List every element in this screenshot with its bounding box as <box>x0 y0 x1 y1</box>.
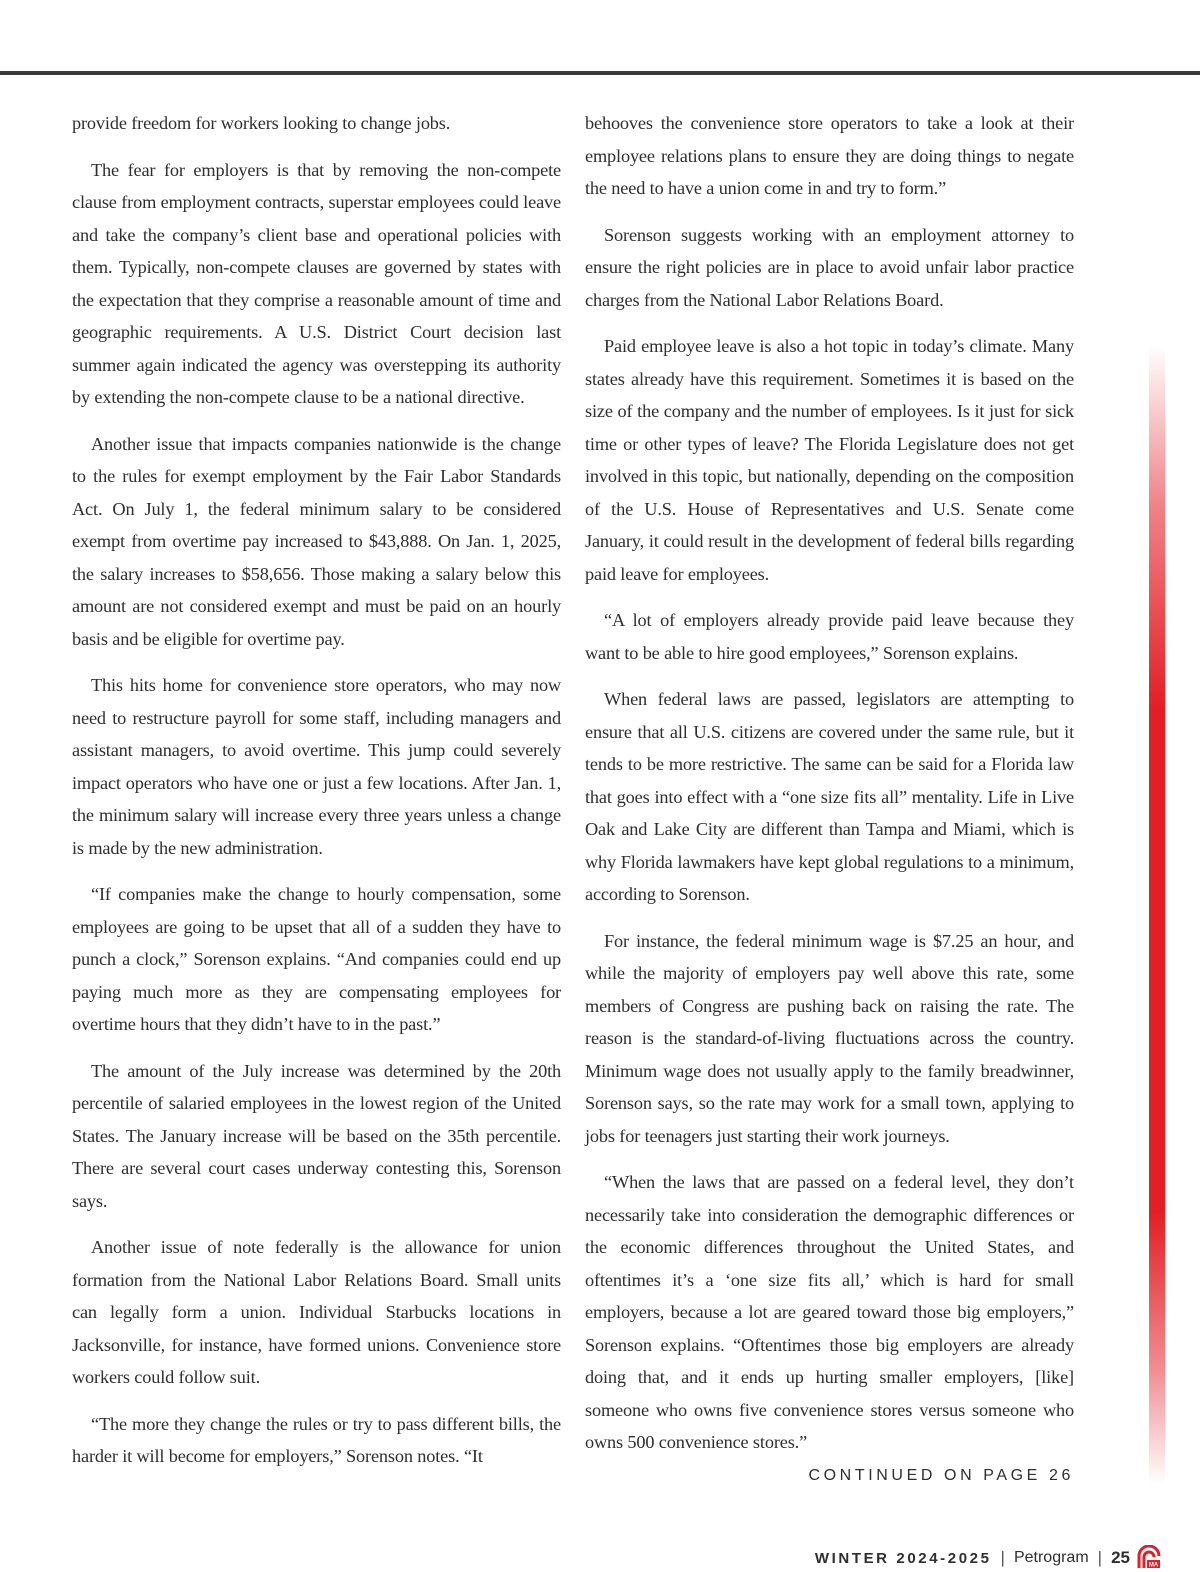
side-accent-bar <box>1149 345 1165 1485</box>
paragraph: Another issue that impacts companies nationwide is the change to the rules for exempt employment by the Fair Labor Standards Act. On July 1, the federal minimum salary to be considered exempt from overtime pay increased to $43,888. On Jan. 1, 2025, the salary increases to $58,656. Those making a salary below this amount are not considered exempt and must be paid on an hourly basis and be eligible for overtime pay. <box>72 433 561 649</box>
right-column <box>585 107 1074 1473</box>
continued-on-page: CONTINUED ON PAGE 26 <box>808 1467 1074 1484</box>
paragraph: For instance, the federal minimum wage is $7.25 an hour, and while the majority of employers pay well above this rate, some members of Congress are pushing back on raising the rate. The reason is the standard-of-living fluctuations across the country. Minimum wage does not usually apply to the family breadwinner, Sorenson says, so the rate may work for a small town, applying to jobs for teenagers just starting their work journeys. <box>585 930 1074 1146</box>
paragraph: The amount of the July increase was determined by the 20th percentile of salaried employees in the lowest region of the United States. The January increase will be based on the 35th percentile. There are several court cases underway contesting this, Sorenson says. <box>72 1060 561 1211</box>
paragraph: “If companies make the change to hourly compensation, some employees are going to be upset that all of a sudden they have to punch a clock,” Sorenson explains. “And companies could end up paying much more as they are compensating employees for overtime hours that they didn’t have to in the past.” <box>72 884 561 1034</box>
paragraph: Another issue of note federally is the allowance for union formation from the National Labor Relations Board. Small units can legally form a union. Individual Starbucks locations in Jacksonville, for instance, have formed unions. Convenience store workers could follow suit. <box>72 1237 561 1387</box>
pma-logo-icon <box>1136 1545 1162 1571</box>
footer-divider: | <box>1000 1548 1005 1567</box>
paragraph: behooves the convenience store operators to take a look at their employee relations plans to ensure they are doing things to negate the need to have a union come in and try to form.” <box>585 113 1074 198</box>
top-rule <box>0 71 1200 75</box>
paragraph: Sorenson suggests working with an employment attorney to ensure the right policies are in place to avoid unfair labor practice charges from the National Labor Relations Board. <box>585 224 1074 310</box>
page-number: 25 <box>1111 1548 1130 1567</box>
paragraph: provide freedom for workers looking to change jobs. <box>72 113 451 133</box>
paragraph: This hits home for convenience store operators, who may now need to restructure payroll for some staff, including managers and assistant managers, to avoid overtime. This jump could severely impact operators who have one or just a few locations. After Jan. 1, the minimum salary will increase every three years unless a change is made by the new administration. <box>72 675 561 858</box>
paragraph: “A lot of employers already provide paid leave because they want to be able to hire good employees,” Sorenson explains. <box>585 610 1074 663</box>
svg-text:MA: MA <box>1148 1562 1159 1569</box>
left-column <box>72 107 561 1487</box>
paragraph: “The more they change the rules or try to pass different bills, the harder it will become for employers,” Sorenson notes. “It <box>72 1413 561 1466</box>
magazine-name: Petrogram <box>1013 1549 1089 1566</box>
page-footer <box>815 1544 1162 1572</box>
paragraph: “When the laws that are passed on a federal level, they don’t necessarily take into consideration the demographic differences or the economic differences throughout the United States, and oftentimes it’s a ‘one size fits all,’ which is hard for small employers, because a lot are geared toward those big employers,” Sorenson explains. “Oftentimes those big employers are already doing that, and it ends up hurting smaller employers, [like] someone who owns five convenience stores versus someone who owns 500 convenience stores.” <box>585 1172 1074 1452</box>
paragraph: The fear for employers is that by removing the non-compete clause from employment contracts, superstar employees could leave and take the company’s client base and operational policies with them. Typically, non-compete clauses are governed by states with the expectation that they comprise a reasonable amount of time and geographic requirements. A U.S. District Court decision last summer again indicated the agency was overstepping its authority by extending the non-compete clause to be a national directive. <box>72 159 561 407</box>
issue-date: WINTER 2024-2025 <box>814 1549 992 1567</box>
paragraph: When federal laws are passed, legislators are attempting to ensure that all U.S. citizens are covered under the same rule, but it tends to be more restrictive. The same can be said for a Florida law that goes into effect with a “one size fits all” mentality. Life in Live Oak and Lake City are different than Tampa and Miami, which is why Florida lawmakers have kept global regulations to a minimum, according to Sorenson. <box>585 689 1074 904</box>
footer-divider: | <box>1097 1548 1103 1567</box>
paragraph: Paid employee leave is also a hot topic in today’s climate. Many states already have this requirement. Sometimes it is based on the size of the company and the number of employees. Is it just for sick time or other types of leave? The Florida Legislature does not get involved in this topic, but nationally, depending on the composition of the U.S. House of Representatives and U.S. Senate come January, it could result in the development of federal bills regarding paid leave for employees. <box>585 336 1074 584</box>
